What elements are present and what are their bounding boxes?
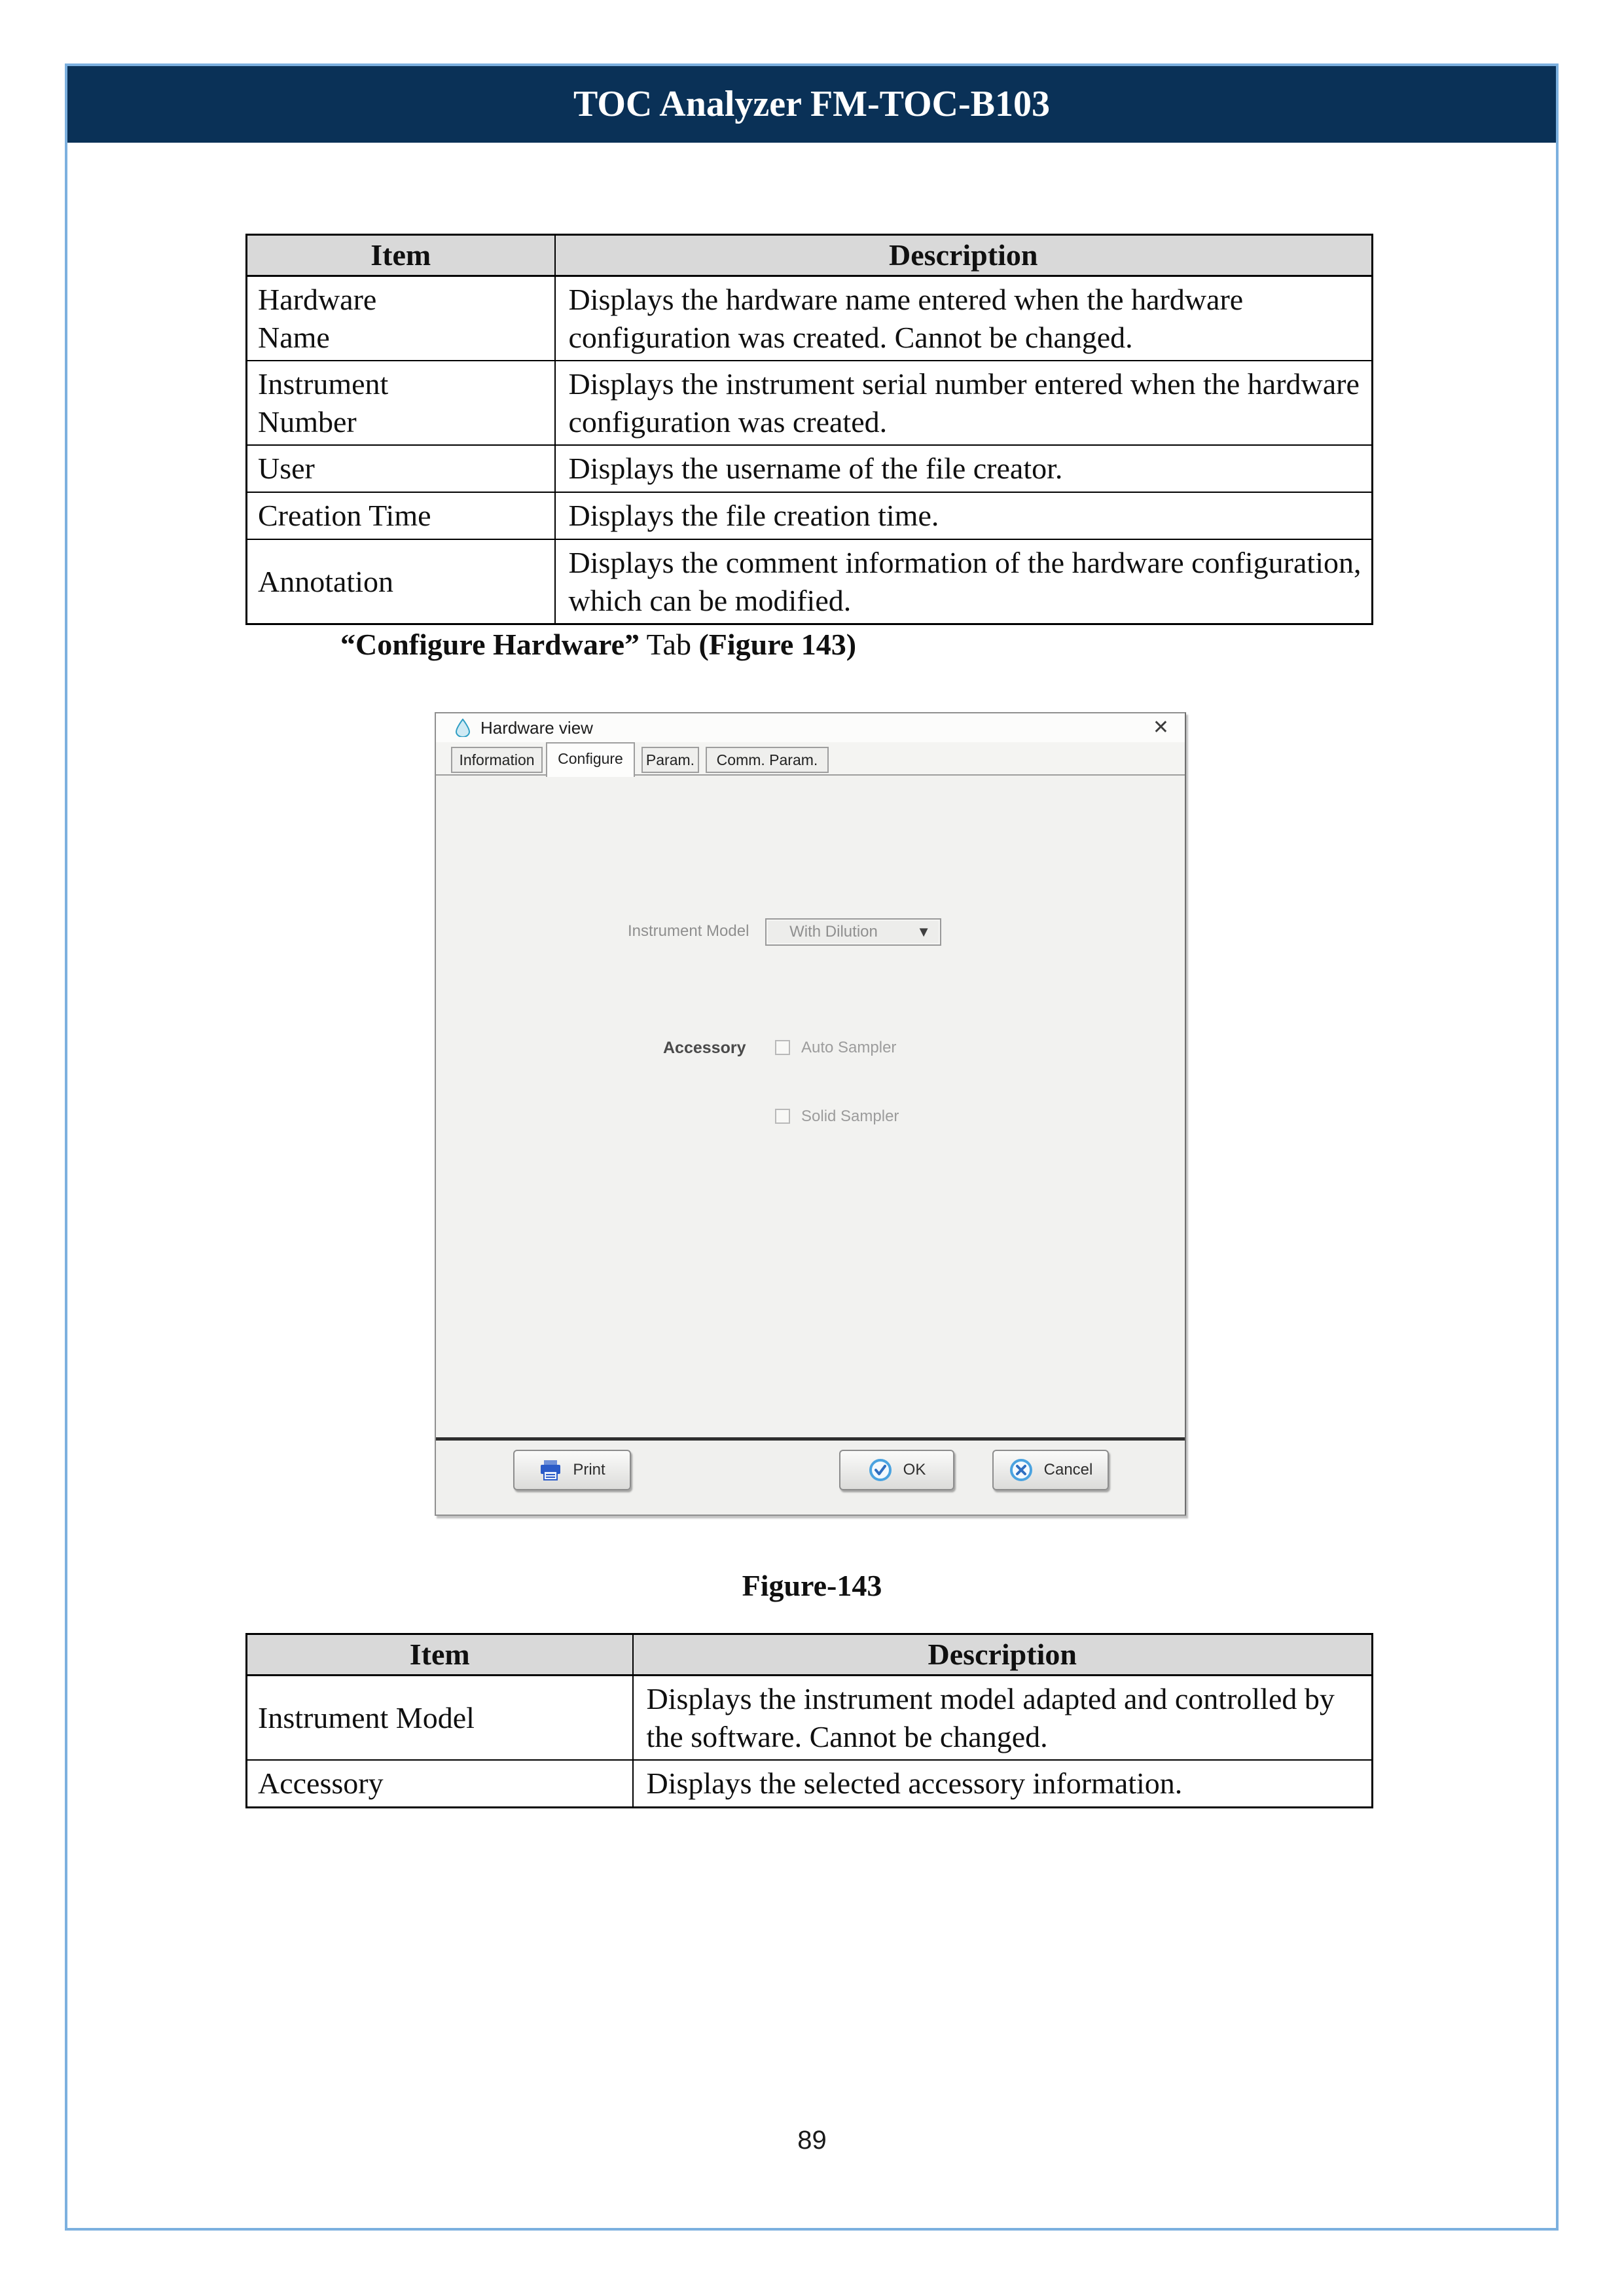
instrument-model-value: With Dilution: [789, 923, 878, 941]
table2-header-description: Description: [633, 1634, 1373, 1676]
cancel-button-label: Cancel: [1043, 1461, 1093, 1479]
solid-sampler-checkbox[interactable]: [775, 1109, 790, 1124]
print-button[interactable]: [513, 1450, 631, 1490]
table1-item: User: [247, 445, 555, 492]
ok-check-icon: [868, 1458, 893, 1482]
tab-label: Information: [459, 751, 535, 768]
chevron-down-icon: ▼: [916, 924, 931, 940]
caption-figure-ref: (Figure 143): [698, 628, 857, 661]
app-droplet-icon: [454, 719, 471, 737]
hardware-view-dialog: [435, 712, 1186, 1516]
table1-header-description: Description: [555, 235, 1373, 276]
table-row: [247, 1676, 1373, 1761]
table2-item: Instrument Model: [247, 1676, 633, 1761]
cancel-button[interactable]: [992, 1450, 1109, 1490]
document-header-bar: [67, 66, 1556, 143]
ok-button[interactable]: [839, 1450, 954, 1490]
configure-tab-panel: [436, 776, 1185, 1437]
table-row: [247, 276, 1373, 361]
configure-tab-table: [245, 1633, 1373, 1808]
tab-comm-param[interactable]: [706, 747, 829, 773]
table1-item: Annotation: [247, 539, 555, 624]
accessory-label: Accessory: [663, 1039, 746, 1057]
cancel-x-icon: [1009, 1458, 1034, 1482]
information-tab-table: [245, 234, 1373, 625]
ok-button-label: OK: [903, 1461, 926, 1479]
tab-label: Comm. Param.: [716, 751, 818, 768]
tab-param[interactable]: [641, 747, 699, 773]
auto-sampler-label: Auto Sampler: [801, 1039, 897, 1056]
table1-desc: Displays the username of the file creator.: [555, 445, 1373, 492]
instrument-model-label: Instrument Model: [628, 922, 749, 940]
table1-desc: Displays the instrument serial number entered when the hardware configuration was created.: [555, 361, 1373, 445]
caption-quoted-title: “Configure Hardware”: [340, 628, 640, 661]
tab-label: Configure: [558, 750, 623, 767]
print-button-label: Print: [573, 1461, 605, 1479]
table2-desc: Displays the instrument model adapted and controlled by the software. Cannot be changed.: [633, 1676, 1373, 1761]
table1-item: Creation Time: [247, 492, 555, 539]
dialog-title: Hardware view: [480, 718, 593, 738]
table-row: [247, 539, 1373, 624]
section-caption: [340, 627, 856, 662]
caption-tab-word: Tab: [640, 628, 699, 661]
table2-item: Accessory: [247, 1760, 633, 1808]
dialog-titlebar: [436, 713, 1185, 742]
tab-label: Param.: [645, 751, 695, 768]
table2-header-item: Item: [247, 1634, 633, 1676]
table-row: [247, 492, 1373, 539]
table2-desc: Displays the selected accessory information.: [633, 1760, 1373, 1808]
solid-sampler-label: Solid Sampler: [801, 1107, 899, 1125]
instrument-model-dropdown[interactable]: [765, 918, 941, 946]
printer-icon: [539, 1460, 562, 1480]
table-row: [247, 361, 1373, 445]
table1-item: Instrument Number: [247, 361, 555, 445]
table1-desc: Displays the file creation time.: [555, 492, 1373, 539]
figure-caption: Figure-143: [742, 1569, 882, 1602]
page-number: 89: [797, 2126, 827, 2155]
tab-configure[interactable]: [546, 742, 635, 777]
table-row: [247, 445, 1373, 492]
close-icon[interactable]: ✕: [1152, 717, 1169, 738]
tab-information[interactable]: [451, 747, 543, 773]
auto-sampler-checkbox[interactable]: [775, 1040, 790, 1055]
table1-header-item: Item: [247, 235, 555, 276]
dialog-tabstrip: [436, 742, 1185, 776]
dialog-buttonbar: [436, 1441, 1185, 1513]
table1-item: Hardware Name: [247, 276, 555, 361]
table1-desc: Displays the comment information of the hardware configuration, which can be modified.: [555, 539, 1373, 624]
table1-desc: Displays the hardware name entered when the hardware configuration was created. Cannot be changed.: [555, 276, 1373, 361]
table-row: [247, 1760, 1373, 1808]
document-title: TOC Analyzer FM-TOC-B103: [573, 84, 1050, 124]
